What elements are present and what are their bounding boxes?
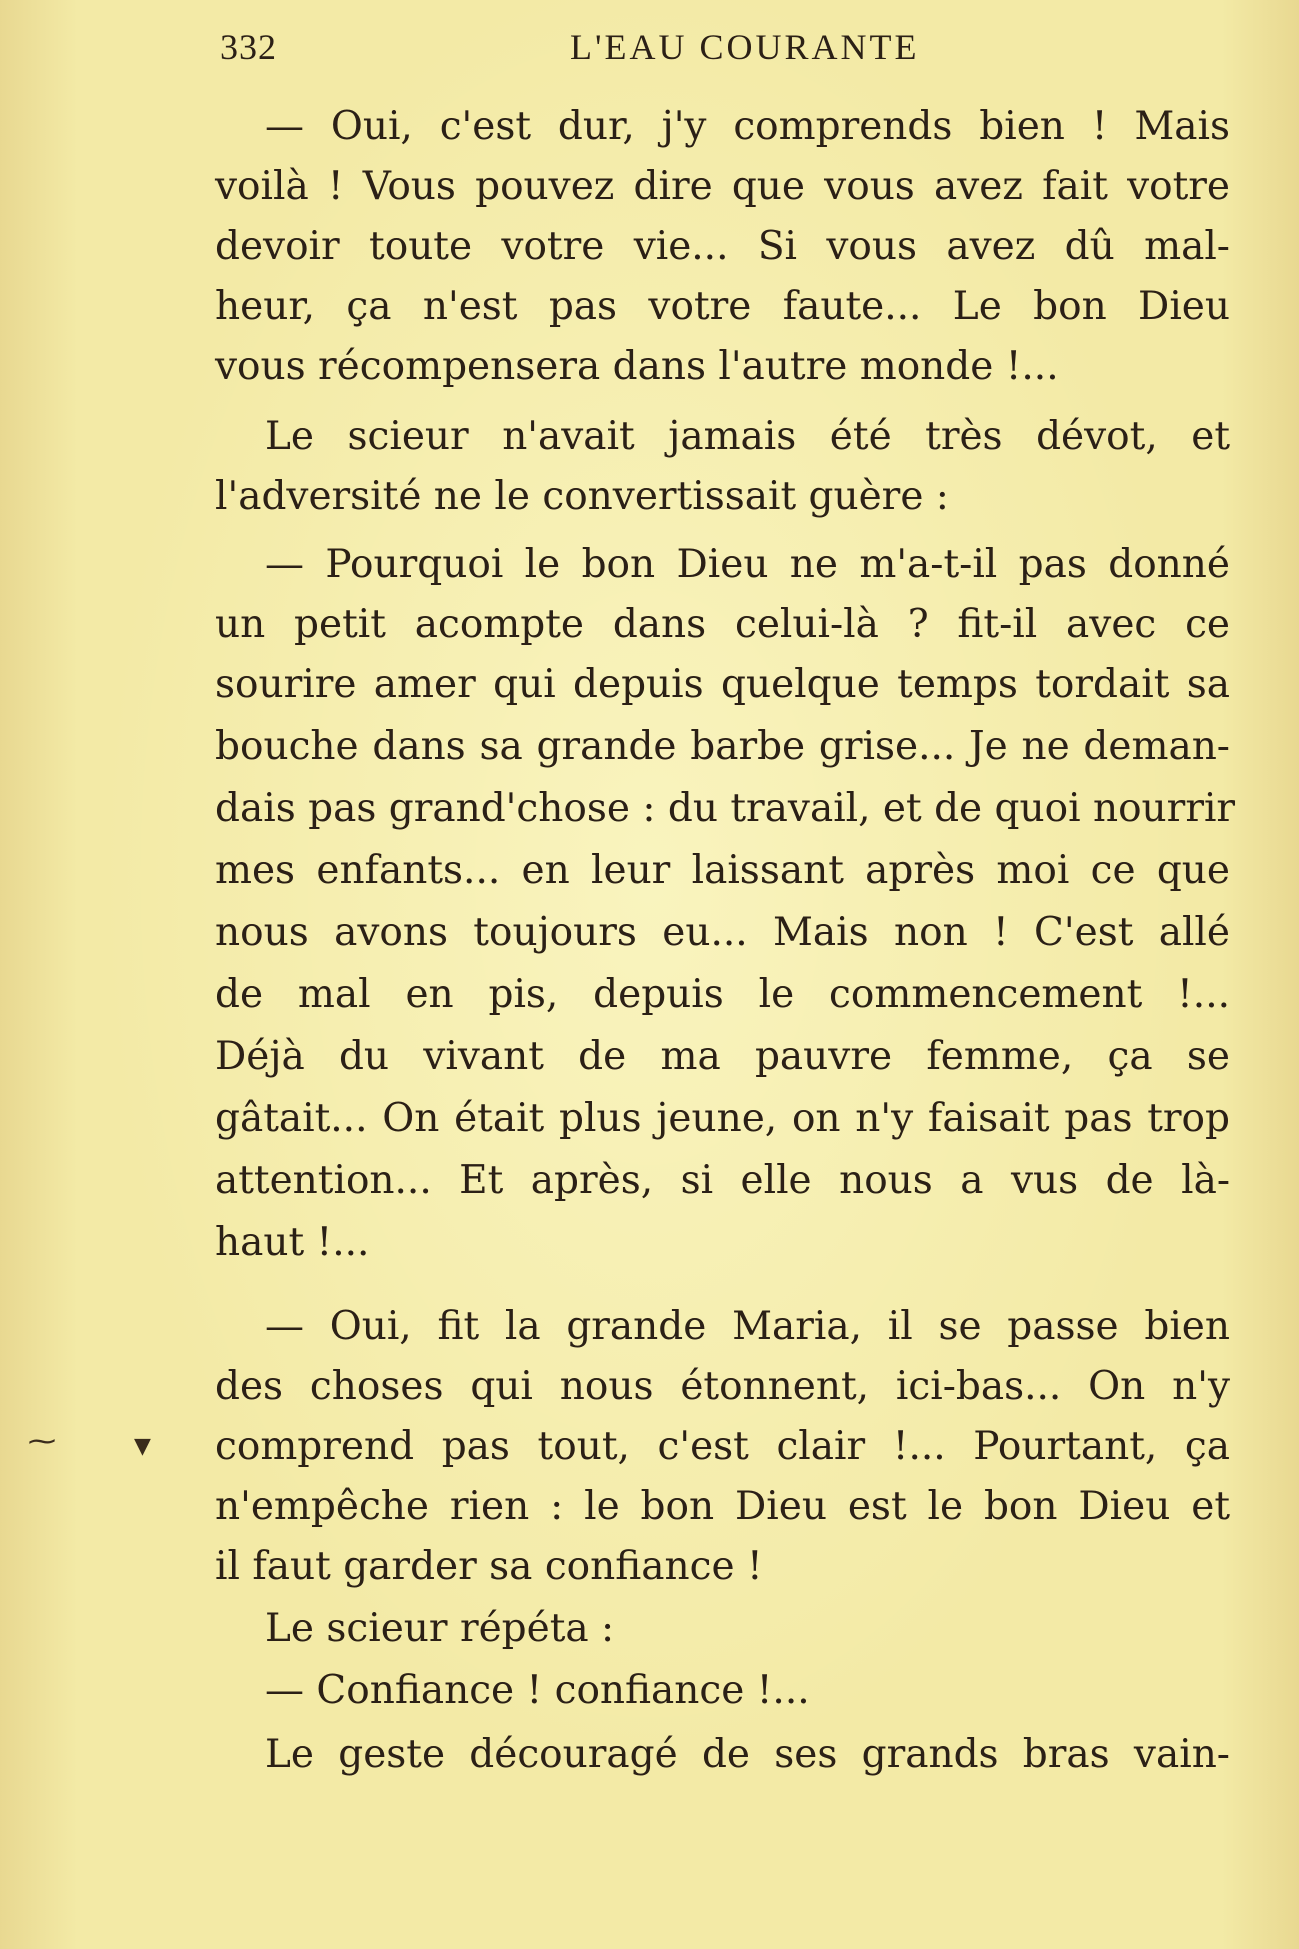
- text-line: bouche dans sa grande barbe grise... Je ne deman-: [215, 724, 1230, 769]
- text-line: Le scieur n'avait jamais été très dévot, et: [265, 414, 1230, 459]
- text-line: vous récompensera dans l'autre monde !...: [215, 344, 1059, 389]
- margin-pencil-tick: ▼: [134, 1434, 151, 1459]
- running-head: L'EAU COURANTE: [570, 27, 920, 67]
- text-line: gâtait... On était plus jeune, on n'y faisait pas trop: [215, 1096, 1230, 1141]
- text-line: comprend pas tout, c'est clair !... Pourtant, ça: [215, 1424, 1230, 1469]
- text-line: attention... Et après, si elle nous a vus de là-: [215, 1158, 1230, 1203]
- text-line: l'adversité ne le convertissait guère :: [215, 474, 949, 519]
- text-line: des choses qui nous étonnent, ici-bas... On n'y: [215, 1364, 1230, 1409]
- text-line: Le geste découragé de ses grands bras vain-: [265, 1732, 1230, 1777]
- text-line: mes enfants... en leur laissant après moi ce que: [215, 848, 1230, 893]
- text-line: dais pas grand'chose : du travail, et de quoi nourrir: [215, 786, 1236, 831]
- text-line: de mal en pis, depuis le commencement !...: [215, 972, 1230, 1017]
- text-line: — Confiance ! confiance !...: [265, 1668, 810, 1713]
- text-line: — Oui, fit la grande Maria, il se passe bien: [265, 1304, 1230, 1349]
- text-line: devoir toute votre vie... Si vous avez dû mal-: [215, 224, 1230, 269]
- text-line: haut !...: [215, 1220, 370, 1265]
- text-line: — Oui, c'est dur, j'y comprends bien ! Mais: [265, 104, 1230, 149]
- text-line: sourire amer qui depuis quelque temps tordait sa: [215, 662, 1230, 707]
- text-line: il faut garder sa confiance !: [215, 1544, 763, 1589]
- text-line: n'empêche rien : le bon Dieu est le bon Dieu et: [215, 1484, 1230, 1529]
- text-line: heur, ça n'est pas votre faute... Le bon Dieu: [215, 284, 1230, 329]
- text-line: un petit acompte dans celui-là ? fit-il avec ce: [215, 602, 1230, 647]
- text-line: Déjà du vivant de ma pauvre femme, ça se: [215, 1034, 1230, 1079]
- text-line: nous avons toujours eu... Mais non ! C'est allé: [215, 910, 1230, 955]
- text-line: — Pourquoi le bon Dieu ne m'a-t-il pas donné: [265, 542, 1230, 587]
- page-header: [220, 26, 1220, 74]
- margin-pencil-mark: ⁓: [28, 1424, 56, 1457]
- text-line: voilà ! Vous pouvez dire que vous avez fait votre: [215, 164, 1230, 209]
- text-line: Le scieur répéta :: [265, 1606, 615, 1651]
- page-number: 332: [220, 27, 277, 67]
